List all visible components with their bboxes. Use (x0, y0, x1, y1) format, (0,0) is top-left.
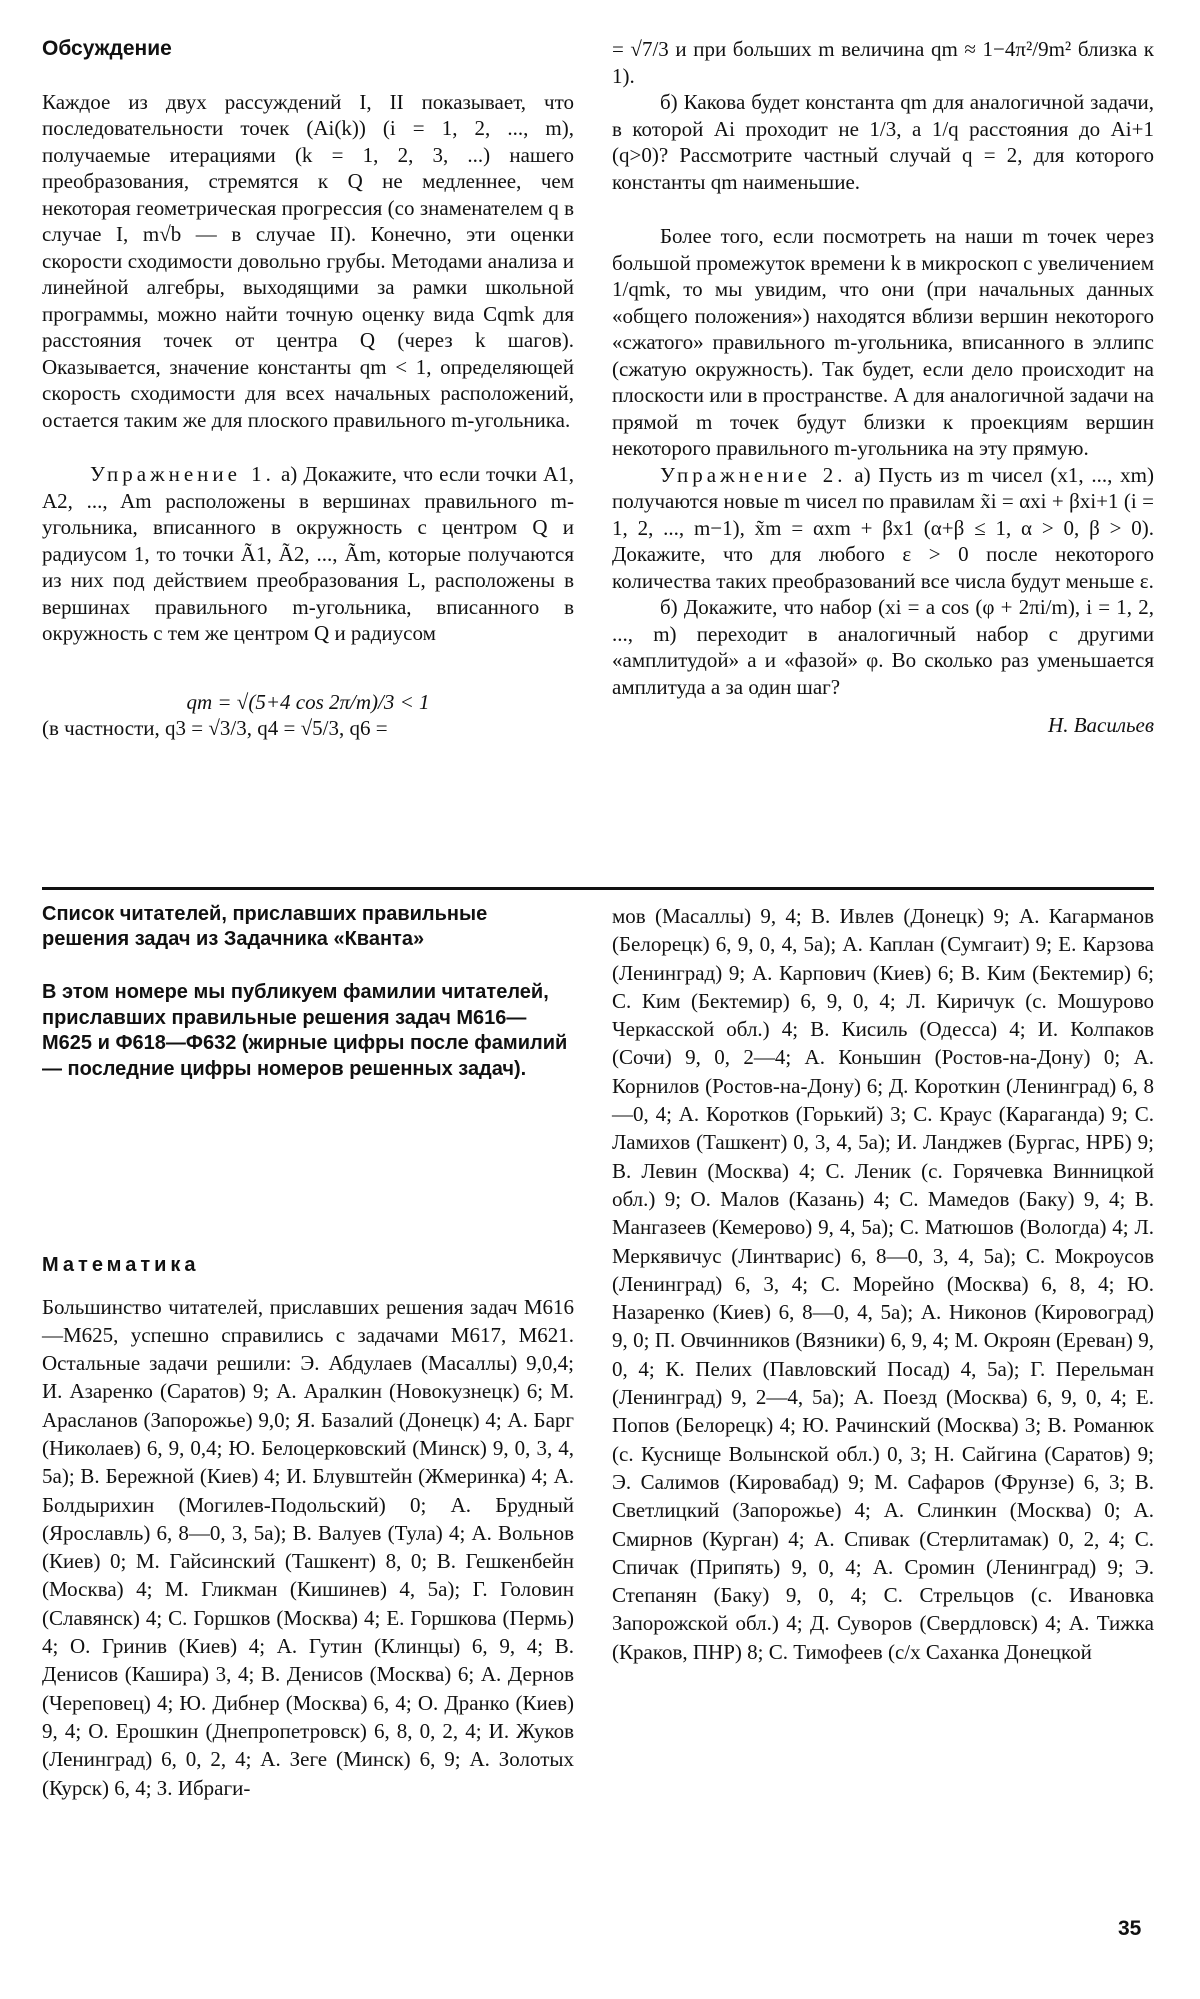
names-list-left: Большинство читателей, приславших решения задач М616—М625, успешно справились с задачами М617, М621. Остальные задачи решили: Э. Абдулаев (Масаллы) 9,0,4; И. Азаренко (Саратов) 9; А. Аралкин (Новокузнецк) 6; М. Арасланов (Запорожье) 9,0; Я. Базалий (Донецк) 4; А. Барг (Николаев) 6, 9, 0,4; Ю. Белоцерковский (Минск) 9, 0, 3, 4, 5а); В. Бережной (Киев) 4; И. Блувштейн (Жмеринка) 4; А. Болдырихин (Могилев-Подольский) 0; А. Брудный (Ярославль) 6, 8—0, 3, 5а); В. Валуев (Тула) 4; А. Вольнов (Киев) 0; М. Гайсинский (Ташкент) 8, 0; В. Гешкенбейн (Москва) 4; М. Гликман (Кишинев) 4, 5а); Г. Головин (Славянск) 4; С. Горшков (Москва) 4; Е. Горшкова (Пермь) 4; О. Гринив (Киев) 4; А. Гутин (Клинцы) 6, 9, 4; В. Денисов (Кашира) 3, 4; В. Денисов (Москва) 6; А. Дернов (Череповец) 4; Ю. Дибнер (Москва) 6, 4; О. Дранко (Киев) 9, 4; О. Ерошкин (Днепропетровск) 6, 8, 0, 2, 4; И. Жуков (Ленинград) 6, 0, 2, 4; А. Зеге (Минск) 6, 9; А. Золотых (Курск) 6, 4; З. Ибраги- (42, 1294, 574, 1800)
names-list-right: мов (Масаллы) 9, 4; В. Ивлев (Донецк) 9; А. Кагарманов (Белорецк) 6, 9, 0, 4, 5а); А. Каплан (Сумгаит) 9; Е. Карзова (Ленинград) 9; А. Карпович (Киев) 6; В. Ким (Бектемир) 6; С. Ким (Бектемир) 6, 9, 0, 4; Л. Киричук (с. Мошурово Черкасской обл.) 4; В. Кисиль (Одесса) 4; И. Колпаков (Сочи) 9, 0, 2—4; А. Коньшин (Ростов-на-Дону) 0; А. Корнилов (Ростов-на-Дону) 6; Д. Короткин (Ленинград) 6, 8—0, 4; А. Коротков (Горький) 3; С. Краус (Караганда) 9; С. Ламихов (Ташкент) 0, 3, 4, 5а); И. Ланджев (Бургас, НРБ) 9; В. Левин (Москва) 4; С. Леник (с. Горячевка Винницкой обл.) 9; О. Малов (Казань) 4; С. Мамедов (Баку) 9, 4; В. Мангазеев (Кемерово) 9, 4, 5а); С. Матюшов (Вологда) 4; Л. Меркявичус (Линтварис) 6, 8—0, 3, 4, 5а); С. Мокроусов (Ленинград) 6, 3, 4; С. Морейно (Москва) 6, 8, 4; Ю. Назаренко (Киев) 6, 8—0, 4, 5а); А. Никонов (Кировоград) 9, 0; П. Овчинников (Вязники) 6, 9, 4; М. Окроян (Ереван) 9, 0, 4; К. Пелих (Павловский Посад) 4, 5а); Г. Перельман (Ленинград) 9, 2—4, 5а); А. Поезд (Москва) 6, 9, 0, 4; Е. Попов (Белорецк) 4; Ю. Рачинский (Москва) 3; В. Романюк (с. Куснище Волынской обл.) 0, 3; Н. Сайгина (Саратов) 9; Э. Салимов (Кировабад) 9; М. Сафаров (Фрунзе) 6, 3; В. Светлицкий (Запорожье) 4; А. Слинкин (Москва) 0; А. Смирнов (Курган) 4; А. Спивак (Стерлитамак) 0, 2, 4; С. Спичак (Припять) 9, 0, 4; А. Сромин (Ленинград) 9; Э. Степанян (Баку) 9, 0, 4; С. Стрельцов (с. Ивановка Запорожской обл.) 4; Д. Суворов (Свердловск) 4; А. Тижка (Краков, ПНР) 8; С. Тимофеев (с/х Саханка Донецкой (612, 904, 1154, 1664)
paragraph-more: Более того, если посмотреть на наши m точек через большой промежуток времени k в микроскоп с увеличением 1/qmk, то мы увидим, что они (при начальных данных «общего положения») находятся вблизи вершин некоторого «сжатого» правильного m-угольника, вписанного в эллипс (сжатую окружность). Так будет, если дело происходит на плоскости или в пространстве. А для аналогичной задачи на прямой m точек будут близки к проекциям вершин некоторого правильного m-угольника на эту прямую. (612, 224, 1154, 460)
paragraph-b2: б) Докажите, что набор (xi = a cos (φ + 2πi/m), i = 1, 2, ..., m) переходит в аналогичный набор с другими «амплитудой» a и «фазой» φ. Во сколько раз уменьшается амплитуда a за один шаг? (612, 595, 1154, 699)
readers-list-left-column (42, 902, 574, 1802)
discussion-heading: Обсуждение (42, 37, 172, 60)
author-signature: Н. Васильев (1048, 713, 1154, 737)
exercise-2 (612, 462, 1154, 595)
page-number: 35 (1118, 1917, 1142, 1940)
exercise-2-text: а) Пусть из m чисел (x1, ..., xm) получаются новые m чисел по правилам x̃i = αxi + βxi+1 (i = 1, 2, ..., m−1), x̃m = αxm + βx1 (α+β ≤ 1, α > 0, β > 0). Докажите, что для любого ε > 0 после некоторого количества таких преобразований все числа будут меньше ε. (612, 462, 1155, 593)
exercise-1-label: Упражнение 1. (90, 462, 275, 486)
list-title: Список читателей, приславших правильные решения задач из Задачника «Кванта» (42, 903, 488, 950)
formula: qm = √(5+4 cos 2π/m)/3 < 1 (186, 689, 430, 714)
paragraph-b: б) Какова будет константа qm для аналогичной задачи, в которой Ai проходит не 1/3, а 1/q расстояния до Ai+1 (q>0)? Рассмотрите частный случай q = 2, для которого константы qm наименьшие. (612, 90, 1154, 194)
discussion-column (42, 36, 574, 742)
section-divider (42, 887, 1154, 890)
formula-note: (в частности, q3 = √3/3, q4 = √5/3, q6 = (42, 716, 388, 740)
formula-continuation: = √7/3 и при больших m величина qm ≈ 1−4π²/9m² близка к 1). (612, 37, 1154, 88)
exercise-1 (42, 461, 574, 647)
right-top-column (612, 36, 1154, 739)
discussion-paragraph: Каждое из двух рассуждений I, II показывает, что последовательности точек (Ai(k)) (i = 1, 2, ..., m), получаемые итерациями (k = 1, 2, 3, ...) нашего преобразования, стремятся к Q не медленнее, чем некоторая геометрическая прогрессия (со знаменателем q в случае I, m√b — в случае II). Конечно, эти оценки скорости сходимости довольно грубы. Методами анализа и линейной алгебры, выходящими за рамки школьной программы, можно найти точную оценку вида Cqmk для расстояния точек от центра Q (через k шагов). Оказывается, значение константы qm < 1, определяющей скорость сходимости для всех начальных расположений, остается таким же для плоского правильного m-угольника. (42, 89, 574, 432)
list-intro: В этом номере мы публикуем фамилии читателей, приславших правильные решения задач М616—М625 и Ф618—Ф632 (жирные цифры после фамилий — последние цифры номеров решенных задач). (42, 981, 568, 1080)
exercise-2-label: Упражнение 2. (660, 462, 847, 487)
readers-list-right-column (612, 902, 1154, 1666)
exercise-1-text: а) Докажите, что если точки A1, A2, ..., Am расположены в вершинах правильного m-угольника, вписанного в окружность с центром Q и радиусом 1, то точки Ã1, Ã2, ..., Ãm, которые получаются из них под действием преобразования L, расположены в вершинах правильного m-угольника, вписанного в окружность с тем же центром Q и радиусом (42, 462, 575, 645)
math-heading: Математика (42, 1254, 200, 1276)
